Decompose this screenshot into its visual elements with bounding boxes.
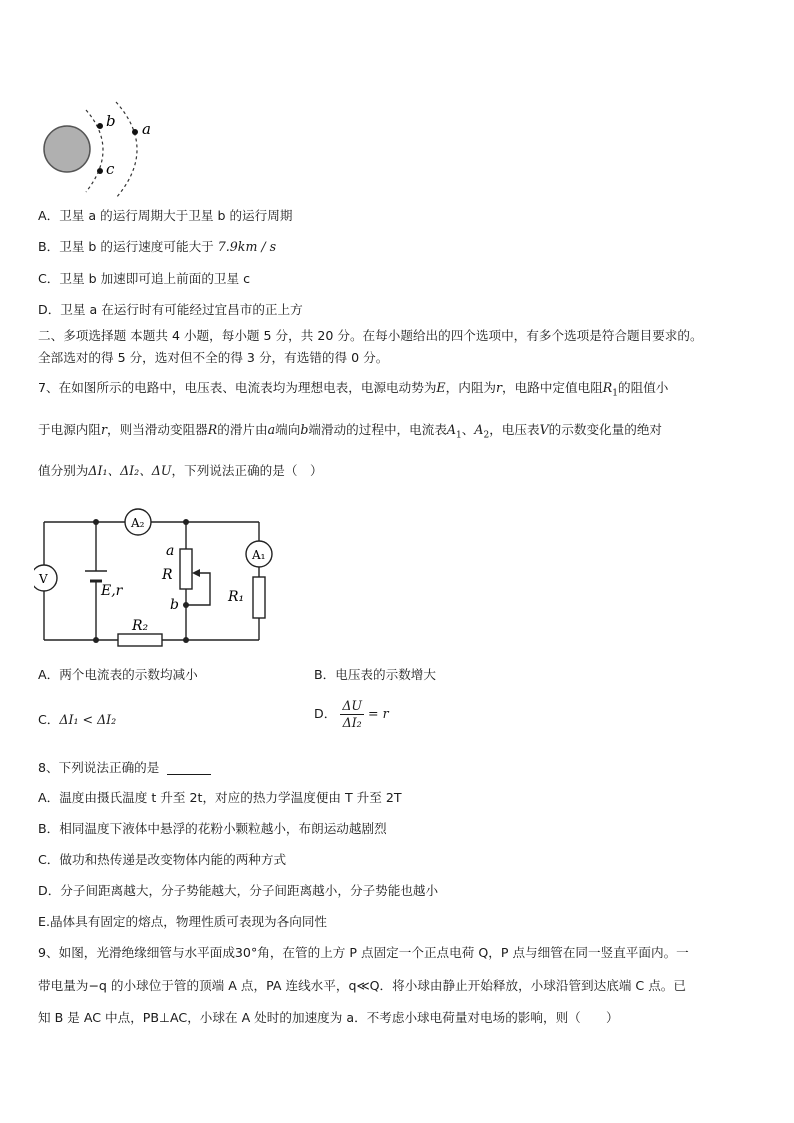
q7-l2c: 的滑片由 [217,422,268,437]
label-a: a [142,120,151,138]
q8-stem-text: 8、下列说法正确的是 [38,760,160,775]
circuit-diagram [34,505,284,650]
label-rheo-b: b [170,597,179,613]
q7-l1a: 7、在如图所示的电路中，电压表、电流表均为理想电表，电源电动势为 [38,380,437,395]
q6-option-b-value: 7.9km / s [217,239,277,254]
section2-line2: 全部选对的得 5 分，选对但不全的得 3 分，有选错的得 0 分。 [38,350,389,365]
rheostat [180,549,192,589]
q7-l3a: 值分别为 [38,463,89,478]
q7-l1c: ，电路中定值电阻 [502,380,603,395]
q7-sym-R1: R [602,380,613,395]
q8-option-c: C．做功和热传递是改变物体内能的两种方式 [38,852,287,867]
orbit-figure [34,100,174,200]
q8-option-b: B．相同温度下液体中悬浮的花粉小颗粒越小，布朗运动越剧烈 [38,821,387,836]
q7-sym-a: a [267,422,276,437]
q7-l2d: 端向 [275,422,301,437]
q7-sym-E: E [436,380,446,395]
junction [183,519,189,525]
q7-option-c-label: C． [38,712,60,727]
junction [93,519,99,525]
q7-option-d-num: ΔU [342,698,363,713]
label-a1: A₁ [252,548,266,562]
label-rheo-a: a [166,543,175,559]
q7-option-d [314,698,389,731]
q7-l2g: ，电压表 [489,422,540,437]
q7-l1b: ，内阻为 [445,380,496,395]
q7-l3b: ，下列说法正确的是（ ） [171,463,323,478]
q8-option-d: D．分子间距离越大，分子势能越大，分子间距离越小，分子势能也越小 [38,883,439,898]
q7-sym-r: r [496,380,503,395]
label-c: c [106,160,115,178]
q9-line3: 知 B 是 AC 中点，PB⊥AC，小球在 A 处时的加速度为 a．不考虑小球电荷量对电场的影响，则（ ） [38,1010,619,1025]
section2-line1: 二、多项选择题 本题共 4 小题，每小题 5 分，共 20 分。在每小题给出的四个选项中，有多个选项是符合题目要求的。 [38,328,703,343]
q6-option-a: A．卫星 a 的运行周期大于卫星 b 的运行周期 [38,208,293,223]
answer-blank [167,760,211,775]
slider-arrow [192,569,200,577]
junction [183,602,189,608]
junction [93,637,99,643]
q7-l2f: 、 [461,422,475,437]
label-r1: R₁ [228,589,245,605]
q8-stem [38,759,211,777]
q7-option-d-den: ΔI₂ [342,715,362,730]
junction [183,637,189,643]
q7-sym-b: b [300,422,309,437]
q9-line1: 9、如图，光滑绝缘细管与水平面成30°角，在管的上方 P 点固定一个正点电荷 Q，P 点与细管在同一竖直平面内。一 [38,945,689,960]
q6-option-d: D．卫星 a 在运行时有可能经过宜昌市的正上方 [38,302,303,317]
q7-option-d-label: D． [314,706,337,721]
q7-deltas: ΔI₁、ΔI₂、ΔU [88,463,172,478]
resistor-r2 [118,634,162,646]
q7-sym-V: V [539,422,549,437]
q7-line1: 7、在如图所示的电路中，电压表、电流表均为理想电表，电源电动势为E，内阻为r，电路中定值电阻$R_1$的阻值小 [38,380,669,399]
q7-l1d: 的阻值小 [618,380,669,395]
q7-option-d-rhs: = r [368,706,389,721]
label-er: E,r [101,583,123,599]
q7-sym-R: R [207,422,218,437]
q7-option-a: A．两个电流表的示数均减小 [38,667,198,682]
q7-sym-A2: A [474,422,484,437]
label-v: V [39,572,48,586]
q7-option-d-fraction [340,698,364,731]
satellite-a [132,129,138,135]
q7-l2h: 的示数变化量的绝对 [548,422,663,437]
q7-line3 [38,462,323,480]
q6-option-c: C．卫星 b 加速即可追上前面的卫星 c [38,271,251,286]
label-rheo-r: R [162,567,173,583]
q7-line2: 于电源内阻r，则当滑动变阻器R的滑片由a端向b端滑动的过程中，电流表$A_1$、$A_2$，电压表V的示数变化量的绝对 [38,422,663,441]
q7-l2e: 端滑动的过程中，电流表 [308,422,447,437]
q8-option-a: A．温度由摄氏温度 t 升至 2t，对应的热力学温度便由 T 升至 2T [38,790,402,805]
planet [44,126,90,172]
label-b: b [106,112,116,130]
resistor-r1 [253,577,265,618]
label-r2: R₂ [132,618,149,634]
q6-option-b-text: B．卫星 b 的运行速度可能大于 [38,239,214,254]
q7-l2b: ，则当滑动变阻器 [107,422,208,437]
q7-option-b: B．电压表的示数增大 [314,667,436,682]
q6-option-b [38,238,276,256]
q7-option-c-expr: ΔI₁ < ΔI₂ [59,712,117,727]
label-a2: A₂ [131,516,145,530]
satellite-c [97,168,103,174]
q7-sym-A1: A [446,422,457,437]
q8-option-e: E.晶体具有固定的熔点，物理性质可表现为各向同性 [38,914,328,929]
q7-l2a: 于电源内阻 [38,422,101,437]
satellite-b [97,123,103,129]
q9-line2: 带电量为−q 的小球位于管的顶端 A 点，PA 连线水平，q≪Q．将小球由静止开始释放，小球沿管到达底端 C 点。已 [38,978,686,993]
q7-option-c [38,711,116,729]
orbit-outer [116,102,137,198]
q7-sym-r2: r [100,422,107,437]
